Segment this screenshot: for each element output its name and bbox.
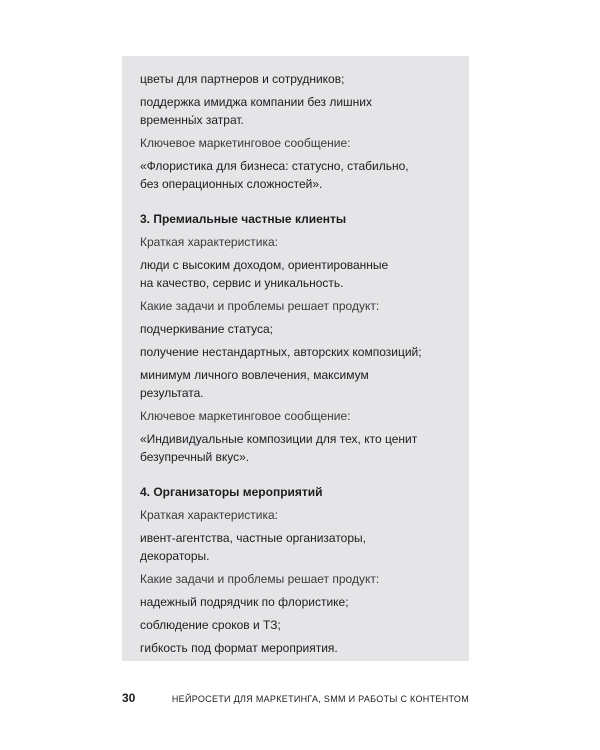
list-item: поддержка имиджа компании без лишних временны́х затрат. <box>140 95 372 127</box>
section-label: Какие задачи и проблемы решает продукт: <box>140 299 380 313</box>
section-label: Краткая характеристика: <box>140 508 278 522</box>
list-item: цветы для партнеров и сотрудников; <box>140 72 345 86</box>
page-content <box>140 70 460 662</box>
section-heading: 4. Организаторы мероприятий <box>140 485 323 499</box>
page-number: 30 <box>122 691 136 705</box>
list-item: ивент-агентства, частные организаторы, декораторы. <box>140 531 366 563</box>
section-label: Ключевое маркетинговое сообщение: <box>140 136 351 150</box>
section-heading: 3. Премиальные частные клиенты <box>140 212 347 226</box>
list-item: минимум личного вовлечения, максимум результата. <box>140 368 369 400</box>
list-item: надежный подрядчик по флористике; <box>140 595 349 609</box>
list-item: гибкость под формат мероприятия. <box>140 641 338 655</box>
list-item: соблюдение сроков и ТЗ; <box>140 618 281 632</box>
section-label: Ключевое маркетинговое сообщение: <box>140 409 351 423</box>
list-item: подчеркивание статуса; <box>140 322 273 336</box>
key-message: «Индивидуальные композиции для тех, кто ценит безупречный вкус». <box>140 432 418 464</box>
section-label: Краткая характеристика: <box>140 235 278 249</box>
key-message: «Флористика для бизнеса: статусно, стабильно, без операционных сложностей». <box>140 159 409 191</box>
list-item: люди с высоким доходом, ориентированные на качество, сервис и уникальность. <box>140 258 389 290</box>
section-label: Какие задачи и проблемы решает продукт: <box>140 572 380 586</box>
list-item: получение нестандартных, авторских композиций; <box>140 345 422 359</box>
running-title: НЕЙРОСЕТИ ДЛЯ МАРКЕТИНГА, SMM И РАБОТЫ С КОНТЕНТОМ <box>171 694 469 704</box>
